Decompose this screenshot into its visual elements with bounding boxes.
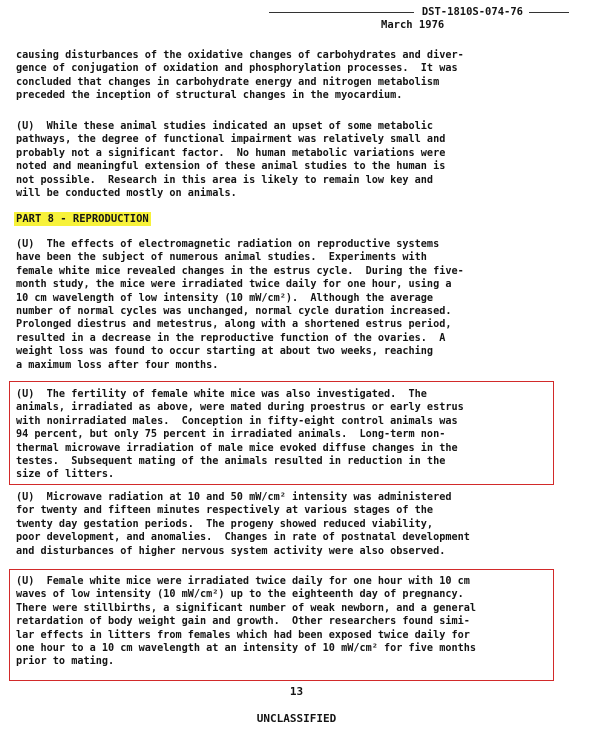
- paragraph-pregnancy: (U) Female white mice were irradiated twice daily for one hour with 10 cm waves of low intensity (10 mW/cm²) up to the eighteenth day of pregnancy. There were stillbirths, a significant number of weak newborn, and a general retardation of body weight gain and growth. Other researchers found simi- lar effects in litters from females which had been exposed twice daily for one hour to a 10 cm wavelength at an intensity of 10 mW/cm² for five months prior to mating.: [16, 576, 477, 668]
- paragraph-estrus-cycle: (U) The effects of electromagnetic radiation on reproductive systems have been the subject of numerous animal studies. Experiments with female white mice revealed changes in the estrus cycle. During the five- month study, the mice were irradiated twice daily for one hour, using a 10 cm wavelength of low intensity (10 mW/cm²). Although the average number of normal cycles was unchanged, normal cycle duration increased. Prolonged diestrus and metestrus, along with a shortened estrus period, resulted in a decrease in the reproductive function of the ovaries. A weight loss was found to occur starting at about two weeks, reaching a maximum loss after four months.: [16, 239, 464, 371]
- classification-marking: UNCLASSIFIED: [256, 712, 337, 725]
- header-rule: [269, 12, 414, 13]
- doc-date: March 1976: [381, 19, 445, 31]
- paragraph-gestation: (U) Microwave radiation at 10 and 50 mW/cm² intensity was administered for twenty and fifteen minutes respectively at various stages of the twenty day gestation periods. The progeny showed reduced viability, poor development, and anomalies. Changes in rate of postnatal development and disturbances of higher nervous system activity were also observed.: [16, 492, 470, 557]
- paragraph-fertility: (U) The fertility of female white mice was also investigated. The animals, irradiated as above, were mated during proestrus or early estrus with nonirradiated males. Conception in fifty-eight control animals was 94 percent, but only 75 percent in irradiated animals. Long-term non- thermal microwave irradiation of male mice evoked diffuse changes in the testes. Subsequent mating of the animals resulted in reduction in the size of litters.: [16, 389, 464, 481]
- header-rule-right: [529, 12, 569, 13]
- doc-id: DST-1810S-074-76: [421, 6, 523, 18]
- section-heading-reproduction: PART 8 - REPRODUCTION: [16, 213, 149, 225]
- paragraph-continued: causing disturbances of the oxidative changes of carbohydrates and diver- gence of conjugation of oxidation and phosphorylation processes. It was concluded that changes in carbohydrate energy and nitrogen metabolism preceded the inception of structural changes in the myocardium.: [16, 50, 464, 102]
- document-header: [269, 6, 569, 32]
- doc-id-line: [269, 6, 569, 19]
- paragraph-metabolic-summary: (U) While these animal studies indicated an upset of some metabolic pathways, the degree of functional impairment was relatively small and probably not a significant factor. No human metabolic variations were noted and meaningful extension of these animal studies to the human is not possible. Research in this area is likely to remain low key and will be conducted mostly on animals.: [16, 121, 446, 200]
- page-number: 13: [289, 685, 304, 698]
